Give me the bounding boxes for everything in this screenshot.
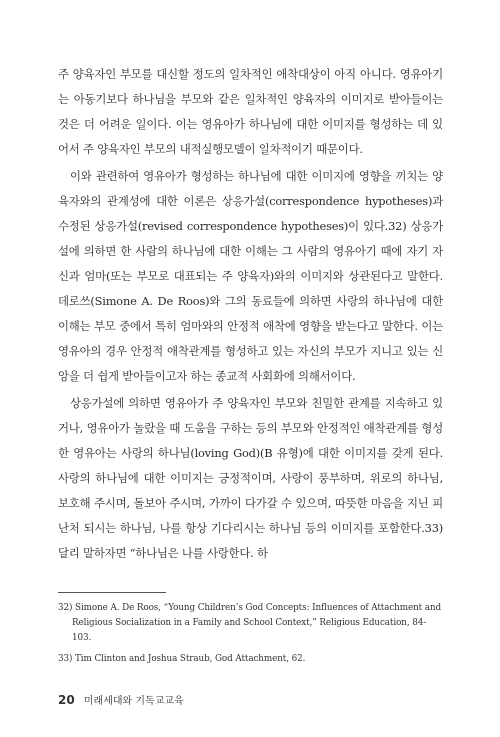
page-number: 20 — [58, 693, 75, 707]
book-title: 미래세대와 기독교교육 — [83, 696, 184, 707]
page-footer — [58, 692, 184, 707]
paragraph-3: 상응가설에 의하면 영유아가 주 양육자인 부모와 친밀한 관계를 지속하고 있거나, 영유아가 놀랐을 때 도움을 구하는 등의 부모와 안정적인 애착관계를 형성한 영유아는 사랑의 하나님(loving God)(B 유형)에 대한 이미지를 갖게 된다. 사랑의 하나님에 대한 이미지는 긍정적이며, 사랑이 풍부하며, 위로의 하나님, 보호해 주시며, 돌보아 주시며, 가까이 다가갈 수 있으며, 따뜻한 마음을 지닌 피난처 되시는 하나님, 나를 항상 기다리시는 하나님 등의 이미지를 포함한다.33) 달리 말하자면 “하나님은 나를 사랑한다. 하 — [58, 396, 443, 560]
body-text — [58, 62, 443, 566]
footnote-32: 32) Simone A. De Roos, “Young Children’s God Concepts: Influences of Attachment and Religious Socialization in a Family and School Context,” Religious Education, 84-103. — [58, 603, 442, 643]
paragraph-2: 이와 관련하여 영유아가 형성하는 하나님에 대한 이미지에 영향을 끼치는 양육자와의 관계성에 대한 이론은 상응가설(correspondence hypotheses)과 수정된 상응가설(revised correspondence hypotheses)이 있다.32) 상응가설에 의하면 한 사람의 하나님에 대한 이해는 그 사람의 영유아기 때에 자기 자신과 엄마(또는 부모로 대표되는 주 양육자)와의 이미지와 상관된다고 말한다. 데로쓰(Simone A. De Roos)와 그의 동료들에 의하면 사랑의 하나님에 대한 이해는 부모 중에서 특히 엄마와의 안정적 애착에 영향을 받는다고 말한다. 이는 영유아의 경우 안정적 애착관계를 형성하고 있는 자신의 부모가 지니고 있는 신앙을 더 쉽게 받아들이고자 하는 종교적 사회화에 의해서이다. — [58, 169, 443, 383]
paragraph-1: 주 양육자인 부모를 대신할 정도의 일차적인 애착대상이 아직 아니다. 영유아기는 아동기보다 하나님을 부모와 같은 일차적인 양육자의 이미지로 받아들이는 것은 더 어려운 일이다. 이는 영유아가 하나님에 대한 이미지를 형성하는 데 있어서 주 양육자인 부모의 내적실행모델이 일차적이기 때문이다. — [58, 67, 443, 156]
footnote-33: 33) Tim Clinton and Joshua Straub, God Attachment, 62. — [58, 654, 306, 664]
footnote-divider — [58, 592, 166, 593]
footnotes — [58, 601, 443, 673]
